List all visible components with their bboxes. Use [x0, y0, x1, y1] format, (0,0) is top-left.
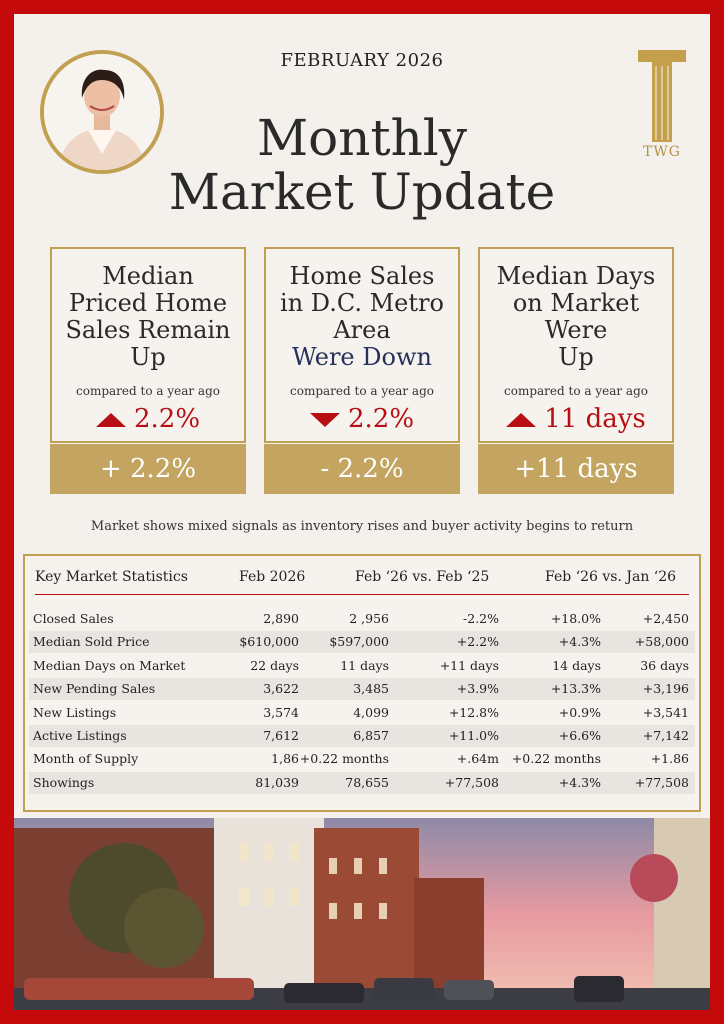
- row-label: New Listings: [33, 704, 117, 720]
- row-label: Month of Supply: [33, 751, 139, 767]
- row-label: New Pending Sales: [33, 681, 156, 697]
- row-value: +0.22 months: [299, 751, 389, 767]
- card-band-home-sales: - 2.2%: [264, 444, 460, 494]
- row-label: Showings: [33, 774, 95, 790]
- page-title-line1: Monthly: [256, 109, 468, 167]
- row-value: +3,196: [642, 681, 689, 697]
- row-value: 78,655: [345, 774, 389, 790]
- row-value: +4.3%: [558, 774, 601, 790]
- arrow-down-icon: [310, 413, 340, 427]
- row-value: +11.0%: [448, 728, 499, 743]
- stat-card-median-price: [50, 247, 246, 443]
- row-value: 14 days: [552, 657, 601, 673]
- row-value: +.64m: [456, 751, 499, 767]
- row-value: +1.86: [650, 751, 689, 767]
- row-value: +58,000: [634, 634, 689, 650]
- header-mom: Feb ‘26 vs. Jan ‘26: [545, 569, 677, 585]
- row-value: 3,485: [353, 681, 389, 697]
- flyer-sheet: [14, 14, 710, 1010]
- row-value: $597,000: [329, 634, 389, 650]
- row-value: +77,508: [444, 774, 499, 790]
- row-value: 2 ,956: [349, 611, 389, 626]
- table-row-median-days-on-market: [29, 655, 695, 677]
- row-value: +4.3%: [558, 634, 601, 650]
- row-value: +2.2%: [456, 634, 499, 650]
- row-value: 3,622: [263, 681, 299, 697]
- card-subtitle: compared to a year ago: [504, 384, 648, 398]
- street-scene-photo: [14, 818, 710, 1010]
- row-value: +0.22 months: [511, 751, 601, 767]
- row-value: 3,574: [263, 704, 299, 720]
- card-heading: Median Days on Market Were Up: [496, 262, 656, 371]
- row-value: +6.6%: [558, 728, 601, 743]
- card-band-days-on-market: +11 days: [478, 444, 674, 494]
- row-label: Closed Sales: [33, 611, 114, 626]
- table-header: [25, 566, 699, 590]
- stat-card-home-sales: [264, 247, 460, 443]
- page-title-line2: Market Update: [168, 163, 556, 221]
- table-row-showings: [29, 772, 695, 794]
- row-value: +13.3%: [550, 681, 601, 697]
- row-value: 7,612: [263, 728, 299, 743]
- row-value: 36 days: [640, 657, 689, 673]
- issue-date: FEBRUARY 2026: [280, 50, 444, 71]
- table-row-active-listings: [29, 725, 695, 747]
- row-value: +18.0%: [550, 611, 601, 626]
- row-label: Median Days on Market: [33, 657, 186, 673]
- card-delta: 2.2%: [52, 404, 244, 434]
- row-value: $610,000: [239, 634, 299, 650]
- row-label: Active Listings: [33, 728, 127, 743]
- row-value: +7,142: [642, 728, 689, 743]
- row-value: 22 days: [250, 657, 299, 673]
- market-tagline: Market shows mixed signals as inventory rises and buyer activity begins to return: [90, 519, 634, 534]
- card-band-median-price: + 2.2%: [50, 444, 246, 494]
- brand-logo-text: TWG: [643, 144, 681, 160]
- row-value: +11 days: [439, 657, 499, 673]
- header-yoy: Feb ‘26 vs. Feb ‘25: [355, 569, 490, 585]
- card-heading: Home Sales in D.C. Metro Area Were Down: [280, 262, 444, 371]
- card-subtitle: compared to a year ago: [76, 384, 220, 398]
- header-feb-2026: Feb 2026: [239, 569, 306, 585]
- row-value: 6,857: [353, 728, 389, 743]
- row-value: 1,86: [271, 751, 299, 767]
- table-row-closed-sales: [29, 608, 695, 630]
- row-value: +77,508: [634, 774, 689, 790]
- table-row-median-sold-price: [29, 631, 695, 653]
- row-value: +12.8%: [448, 704, 499, 720]
- stat-card-days-on-market: [478, 247, 674, 443]
- arrow-up-icon: [96, 413, 126, 427]
- brand-logo: [634, 48, 690, 180]
- arrow-up-icon: [506, 413, 536, 427]
- key-market-statistics-table: [23, 554, 701, 812]
- card-delta: 2.2%: [266, 404, 458, 434]
- table-row-month-of-supply: [29, 748, 695, 770]
- table-row-new-pending-sales: [29, 678, 695, 700]
- row-value: +3.9%: [456, 681, 499, 697]
- row-value: -2.2%: [463, 611, 499, 626]
- tower-logo-icon: [634, 48, 690, 144]
- header-divider: [35, 594, 689, 595]
- card-subtitle: compared to a year ago: [290, 384, 434, 398]
- row-value: 81,039: [255, 774, 299, 790]
- table-row-new-listings: [29, 702, 695, 724]
- row-value: +3,541: [642, 704, 689, 720]
- card-delta: 11 days: [480, 404, 672, 434]
- row-value: 11 days: [340, 657, 389, 673]
- row-value: 2,890: [263, 611, 299, 626]
- header-label: Key Market Statistics: [35, 569, 188, 585]
- row-value: +2,450: [642, 611, 689, 626]
- row-label: Median Sold Price: [33, 634, 150, 650]
- card-heading: Median Priced Home Sales Remain Up: [65, 262, 231, 371]
- row-value: +0.9%: [558, 704, 601, 720]
- row-value: 4,099: [353, 704, 389, 720]
